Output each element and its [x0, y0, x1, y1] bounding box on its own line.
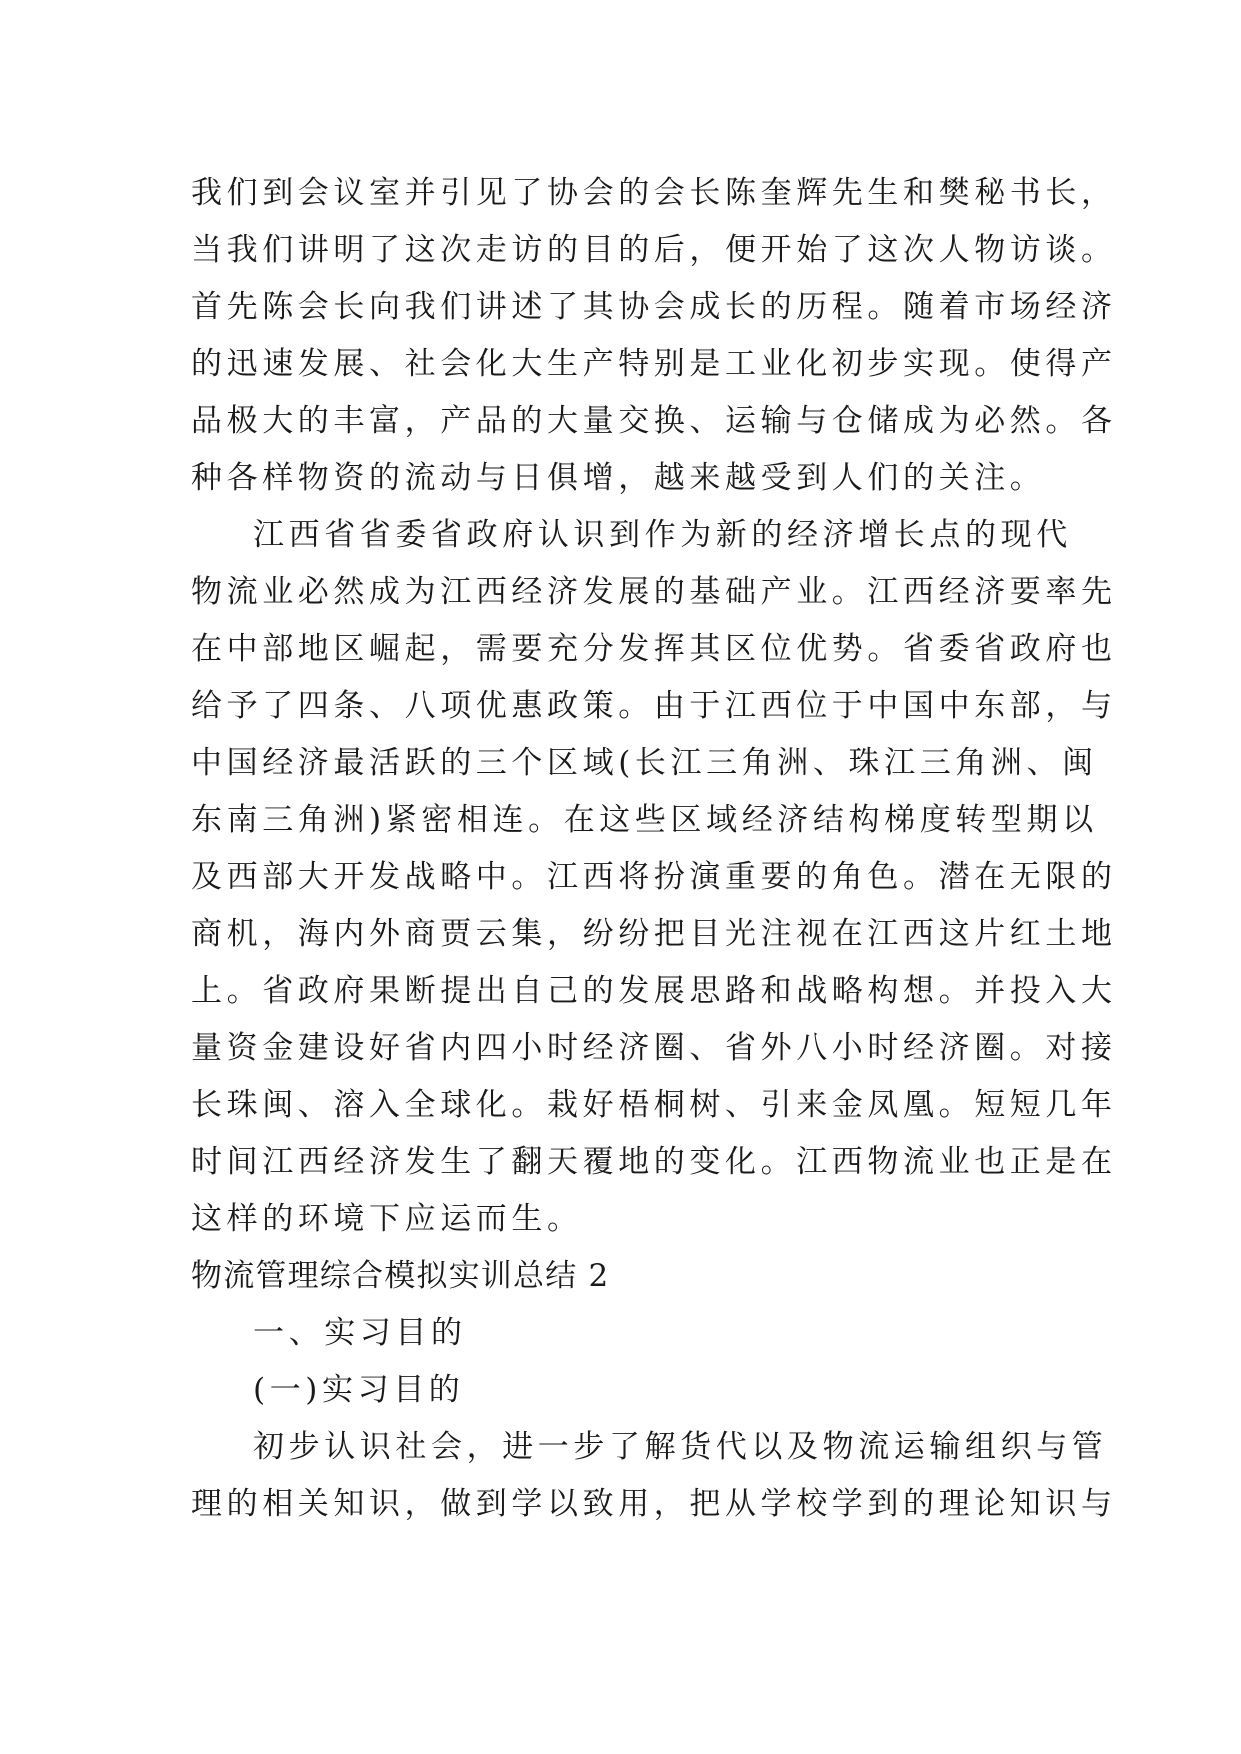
- text-line: 当我们讲明了这次走访的目的后，便开始了这次人物访谈。: [191, 232, 1117, 268]
- section-heading: 一、实习目的: [253, 1315, 467, 1351]
- text-line: 东南三角洲)紧密相连。在这些区域经济结构梯度转型期以: [191, 802, 1098, 838]
- text-line: 品极大的丰富，产品的大量交换、运输与仓储成为必然。各: [191, 403, 1117, 439]
- text-line: 理的相关知识，做到学以致用，把从学校学到的理论知识与: [191, 1486, 1117, 1522]
- text-line: 在中部地区崛起，需要充分发挥其区位优势。省委省政府也: [191, 631, 1117, 667]
- text-line: 商机，海内外商贾云集，纷纷把目光注视在江西这片红土地: [191, 916, 1117, 952]
- text-line: 给予了四条、八项优惠政策。由于江西位于中国中东部，与: [191, 688, 1117, 724]
- text-line: 种各样物资的流动与日俱增，越来越受到人们的关注。: [191, 460, 1046, 496]
- paragraph-start-line: 江西省省委省政府认识到作为新的经济增长点的现代: [253, 517, 1072, 553]
- text-line: 上。省政府果断提出自己的发展思路和战略构想。并投入大: [191, 973, 1117, 1009]
- text-line: 长珠闽、溶入全球化。栽好梧桐树、引来金凤凰。短短几年: [191, 1087, 1117, 1123]
- text-line: 量资金建设好省内四小时经济圈、省外八小时经济圈。对接: [191, 1030, 1117, 1066]
- text-line: 时间江西经济发生了翻天覆地的变化。江西物流业也正是在: [191, 1144, 1117, 1180]
- paragraph-start-line: 初步认识社会，进一步了解货代以及物流运输组织与管: [253, 1429, 1108, 1465]
- subsection-heading: (一)实习目的: [253, 1372, 465, 1408]
- section-title: 物流管理综合模拟实训总结 2: [191, 1258, 610, 1294]
- text-line: 的迅速发展、社会化大生产特别是工业化初步实现。使得产: [191, 346, 1117, 382]
- text-line: 首先陈会长向我们讲述了其协会成长的历程。随着市场经济: [191, 289, 1117, 325]
- text-line: 物流业必然成为江西经济发展的基础产业。江西经济要率先: [191, 574, 1117, 610]
- text-line: 及西部大开发战略中。江西将扮演重要的角色。潜在无限的: [191, 859, 1117, 895]
- text-line: 我们到会议室并引见了协会的会长陈奎辉先生和樊秘书长，: [191, 175, 1117, 211]
- text-line: 中国经济最活跃的三个区域(长江三角洲、珠江三角洲、闽: [191, 745, 1098, 781]
- text-line: 这样的环境下应运而生。: [191, 1201, 583, 1237]
